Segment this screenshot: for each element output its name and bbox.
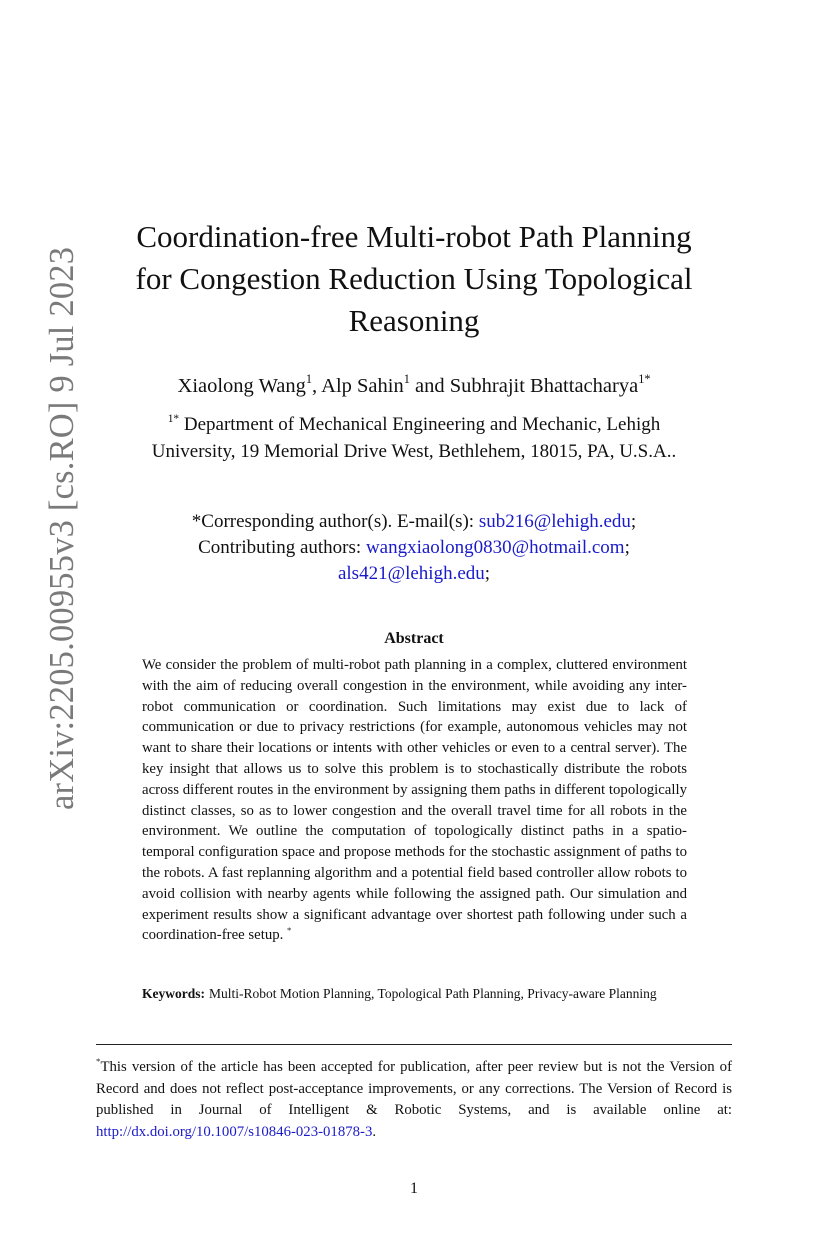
affiliation-line: University, 19 Memorial Drive West, Bethlehem, 18015, PA, U.S.A.. [151, 441, 677, 462]
author-list [90, 372, 738, 400]
footnote [96, 1057, 732, 1143]
abstract-heading: Abstract [384, 630, 444, 647]
title-line: Coordination-free Multi-robot Path Planning [136, 219, 692, 254]
abstract-body [142, 655, 687, 946]
affiliation-mark: 1* [167, 412, 180, 425]
author-name: Subhrajit Bhattacharya [449, 375, 639, 397]
email-separator: ; [630, 511, 637, 532]
contributing-email-link[interactable]: als421@lehigh.edu [337, 563, 485, 584]
author-affiliation-mark: 1 [305, 371, 313, 386]
abstract-footnote-mark: * [287, 924, 292, 935]
footnote-suffix: . [372, 1123, 377, 1140]
footnote-divider [96, 1044, 732, 1045]
contributing-prefix: Contributing authors: [198, 537, 366, 558]
keywords-text: Multi-Robot Motion Planning, Topological Path Planning, Privacy-aware Planning [209, 986, 657, 1001]
email-separator: ; [484, 563, 491, 584]
author-separator: , [312, 375, 322, 397]
contributing-email-link[interactable]: wangxiaolong0830@hotmail.com [365, 537, 625, 558]
author-affiliation-mark: 1 [403, 371, 410, 386]
affiliation [90, 411, 738, 465]
author-name: Xiaolong Wang [177, 375, 306, 397]
title-line: for Congestion Reduction Using Topological [135, 261, 693, 296]
keywords [142, 985, 687, 1003]
corresponding-email-link[interactable]: sub216@lehigh.edu [478, 511, 631, 532]
page-number: 1 [410, 1180, 418, 1197]
footnote-mark: * [96, 1056, 101, 1067]
footnote-text: This version of the article has been accepted for publication, after peer review but is not the Version of Record and does not reflect post-acceptance improvements, or any corrections. The Version of Record is published in Journal of Intelligent & Robotic Systems, and is available online at: [96, 1059, 732, 1118]
author-name: Alp Sahin [321, 375, 404, 397]
doi-link[interactable]: http://dx.doi.org/10.1007/s10846-023-01878-3 [96, 1123, 373, 1140]
paper-title [100, 216, 728, 342]
arxiv-identifier: arXiv:2205.00955v3 [cs.RO] 9 Jul 2023 [43, 246, 81, 810]
author-separator: and [409, 375, 450, 397]
title-line: Reasoning [348, 303, 480, 338]
corresponding-prefix: *Corresponding author(s). E-mail(s): [191, 511, 479, 532]
keywords-label: Keywords: [142, 986, 205, 1001]
contact-block [90, 509, 738, 587]
email-separator: ; [624, 537, 630, 558]
affiliation-line: Department of Mechanical Engineering and Mechanic, Lehigh [183, 414, 661, 435]
abstract-text: We consider the problem of multi-robot path planning in a complex, cluttered environment with the aim of reducing overall congestion in the environment, while avoiding any inter-robot communication or coordination. Such limitations may exist due to lack of communication or due to privacy restrictions (for example, autonomous vehicles may not want to share their locations or intents with other vehicles or even to a central server). The key insight that allows us to solve this problem is to stochastically distribute the robots across different routes in the environment by assigning them paths in different topologically distinct classes, so as to lower congestion and the overall travel time for all robots in the environment. We outline the computation of topologically distinct paths in a spatio-temporal configuration space and propose methods for the stochastic assignment of paths to the robots. A fast replanning algorithm and a potential field based controller allow robots to avoid collision with nearby agents while following the assigned path. Our simulation and experiment results show a significant advantage over shortest path following under such a coordination-free setup. [142, 657, 687, 944]
author-affiliation-mark: 1* [638, 371, 651, 386]
